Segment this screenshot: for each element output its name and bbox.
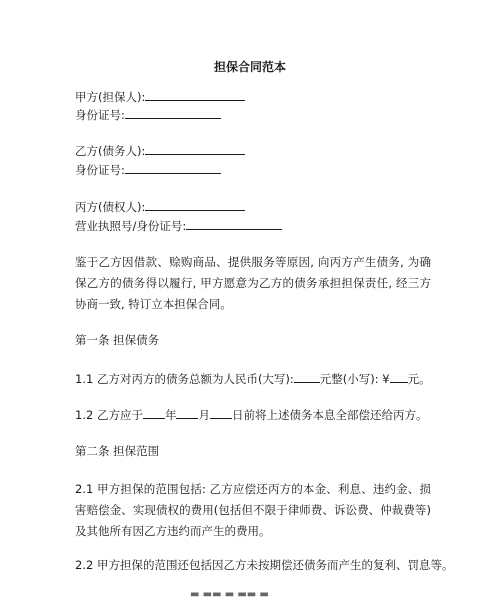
party-b-label: 乙方(债务人):	[75, 144, 146, 158]
party-a-id-blank	[125, 107, 221, 119]
party-a-id-line	[75, 107, 221, 122]
party-b-line	[75, 143, 245, 158]
clause-1-2	[75, 407, 427, 422]
article-2-title: 第二条 担保范围	[75, 444, 160, 458]
clause-1-1-text-a: 1.1 乙方对丙方的债务总额为人民币(大写):	[75, 372, 294, 386]
party-a-label: 甲方(担保人):	[75, 90, 146, 104]
article-1-title: 第一条 担保债务	[75, 333, 160, 347]
party-c-id-label: 营业执照号/身份证号:	[75, 219, 187, 233]
party-c-line	[75, 199, 245, 214]
clause-2-1: 2.1 甲方担保的范围包括: 乙方应偿还丙方的本金、利息、违约金、损害赔偿金、实现债权的费用(包括但不限于律师费、诉讼费、仲裁费等)及其他所有因乙方违约而产生的费用。	[75, 482, 431, 538]
month-blank	[176, 407, 198, 419]
party-b-id-line	[75, 162, 221, 177]
clause-2-2: 2.2 甲方担保的范围还包括因乙方未按期偿还债务而产生的复利、罚息等。	[75, 558, 454, 572]
clause-1-1	[75, 371, 431, 386]
amount-figures-blank	[390, 371, 408, 383]
clause-1-1-text-b: 元整(小写): ¥	[319, 372, 390, 386]
party-a-line	[75, 89, 245, 104]
party-a-blank	[145, 89, 245, 101]
year-blank	[143, 407, 165, 419]
clause-1-2-text-a: 1.2 乙方应于	[75, 408, 143, 422]
party-b-id-blank	[125, 162, 221, 174]
party-a-id-label: 身份证号:	[75, 108, 125, 122]
party-c-id-blank	[186, 218, 282, 230]
party-c-label: 丙方(债权人):	[75, 200, 146, 214]
document-title: 担保合同范本	[213, 60, 286, 74]
clause-1-2-year: 年	[164, 408, 177, 422]
clause-1-2-month: 月	[198, 408, 210, 422]
party-c-blank	[145, 199, 245, 211]
party-b-blank	[145, 143, 245, 155]
intro-paragraph: 鉴于乙方因借款、赊购商品、提供服务等原因, 向丙方产生债务, 为确保乙方的债务得以履行, 甲方愿意为乙方的债务承担担保责任, 经三方协商一致, 特订立本担保合同。	[75, 255, 431, 311]
party-b-id-label: 身份证号:	[75, 163, 125, 177]
clause-1-2-text-c: 日前将上述债务本息全部偿还给丙方。	[231, 408, 428, 422]
day-blank	[210, 407, 232, 419]
cut-off-text-fragment: ▬ ▬▬ ▬ ▬▬ ▬	[190, 590, 269, 597]
clause-1-1-text-c: 元。	[407, 372, 431, 386]
amount-words-blank	[294, 371, 320, 383]
party-c-id-line	[75, 218, 282, 233]
